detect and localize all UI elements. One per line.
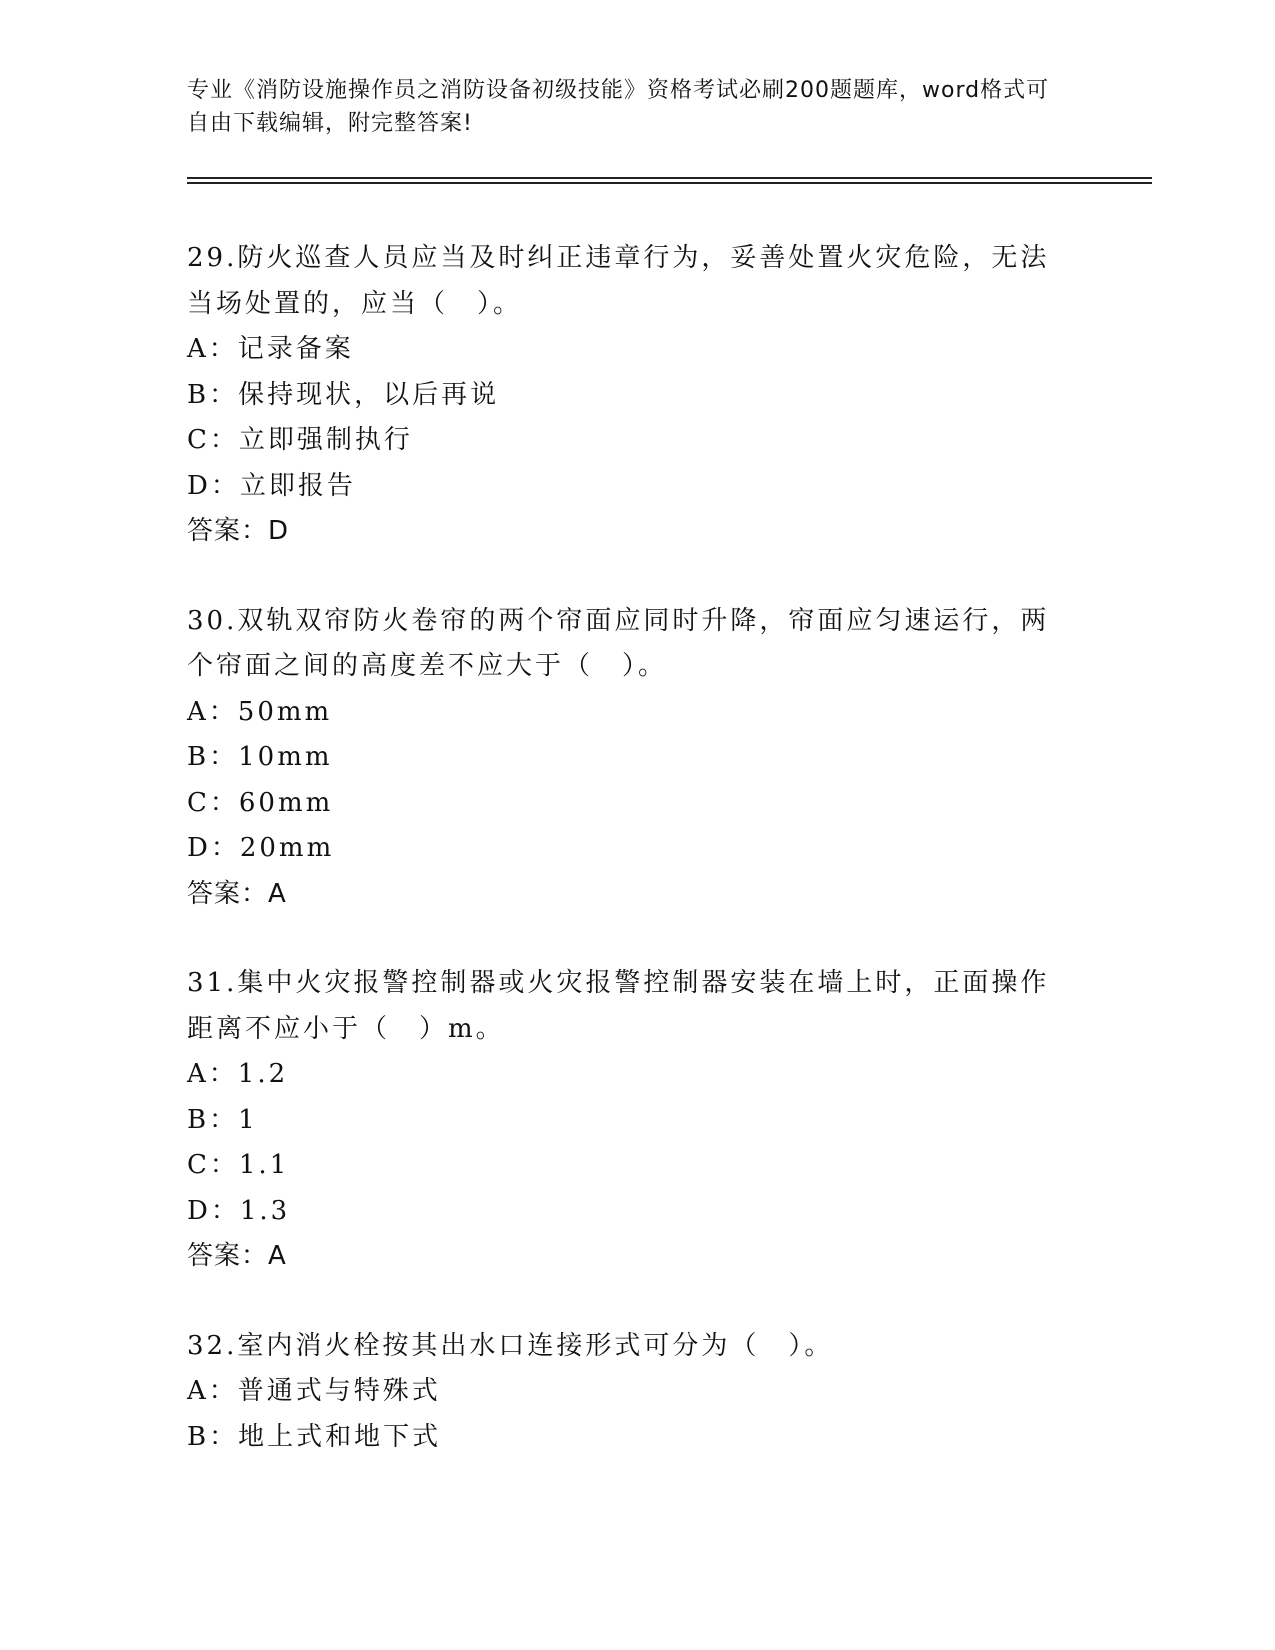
question-list [187, 236, 1067, 1504]
question-32 [187, 1324, 1067, 1461]
answer: 答案：A [187, 1241, 287, 1271]
option-d: D：20mm [187, 833, 335, 863]
header-divider-top [187, 177, 1152, 179]
option-a: A：普通式与特殊式 [187, 1376, 441, 1406]
option-b: B：10mm [187, 742, 333, 772]
option-b: B：保持现状，以后再说 [187, 379, 500, 410]
option-b: B：1 [187, 1104, 258, 1135]
option-a: A：1.2 [187, 1059, 289, 1089]
document-header: 专业《消防设施操作员之消防设备初级技能》资格考试必刷200题题库，word格式可自由下载编辑，附完整答案! [187, 78, 1050, 136]
option-c: C：60mm [187, 787, 334, 818]
header-divider-bottom [187, 182, 1152, 184]
answer: 答案：A [187, 878, 287, 909]
question-30 [187, 599, 1067, 918]
question-31 [187, 961, 1067, 1280]
question-stem: 29.防火巡查人员应当及时纠正违章行为，妥善处置火灾危险，无法当场处置的，应当（ ）。 [187, 243, 1050, 319]
question-29 [187, 236, 1067, 555]
option-c: C：1.1 [187, 1150, 290, 1180]
option-b: B：地上式和地下式 [187, 1421, 442, 1452]
option-a: A：50mm [187, 696, 333, 727]
answer: 答案：D [187, 516, 290, 546]
question-stem: 31.集中火灾报警控制器或火灾报警控制器安装在墙上时，正面操作距离不应小于（ ）m。 [187, 968, 1050, 1044]
question-stem: 32.室内消火栓按其出水口连接形式可分为（ ）。 [187, 1330, 834, 1361]
question-stem: 30.双轨双帘防火卷帘的两个帘面应同时升降，帘面应匀速运行，两个帘面之间的高度差不应大于（ ）。 [187, 605, 1050, 681]
option-c: C：立即强制执行 [187, 425, 413, 455]
option-a: A：记录备案 [187, 334, 354, 364]
option-d: D：1.3 [187, 1195, 291, 1226]
option-d: D：立即报告 [187, 470, 356, 501]
